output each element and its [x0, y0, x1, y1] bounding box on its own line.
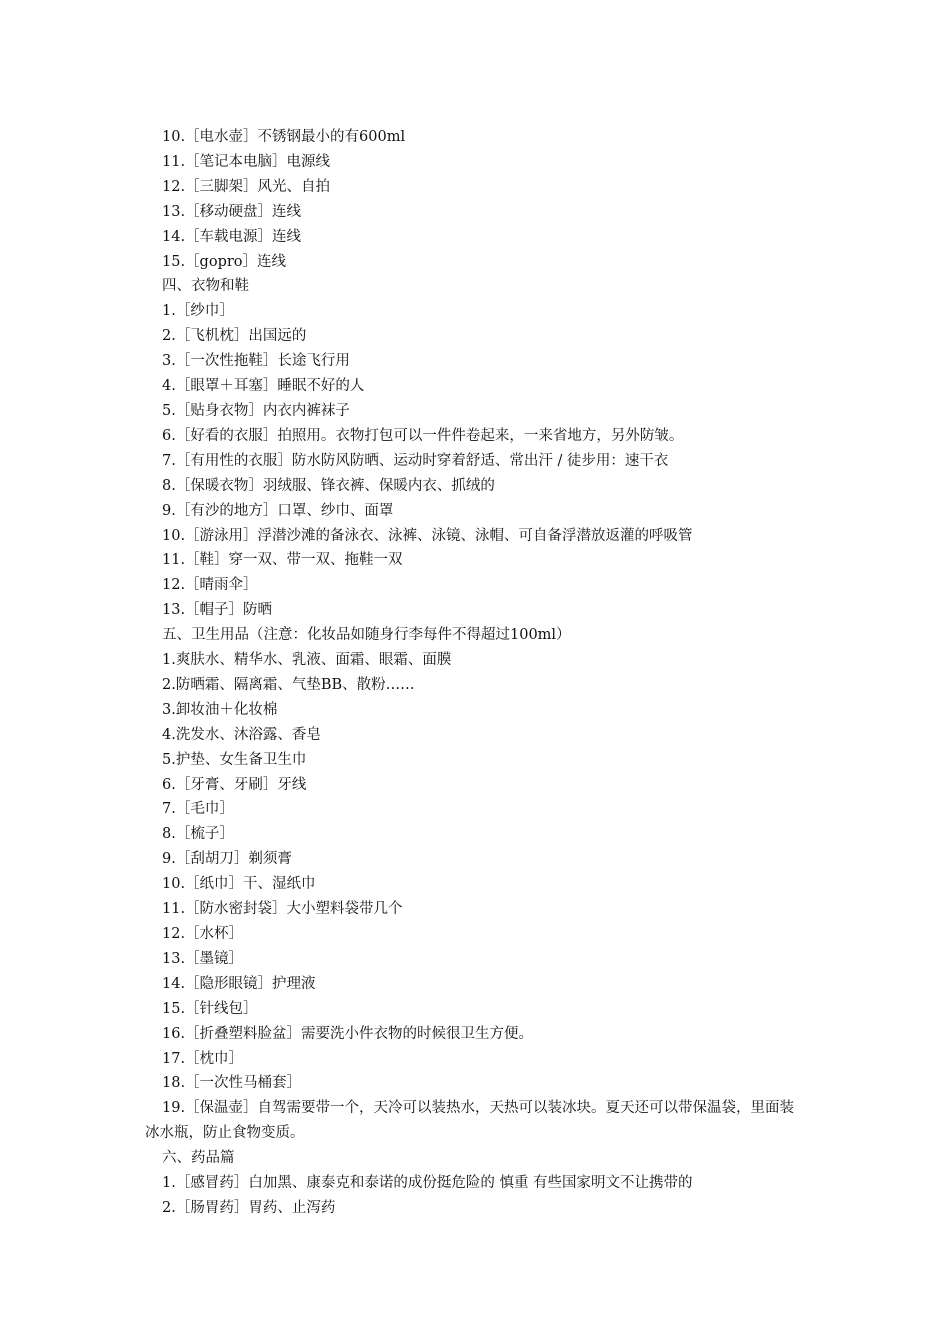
list-item: 9.［刮胡刀］剃须膏: [162, 851, 292, 868]
list-item: 3.［一次性拖鞋］长途飞行用: [162, 353, 350, 370]
list-item: 4.洗发水、沐浴露、香皂: [162, 726, 321, 743]
section-heading: 四、衣物和鞋: [162, 278, 249, 295]
list-item: 2.［飞机枕］出国远的: [162, 328, 307, 345]
list-item: 15.［gopro］连线: [162, 253, 287, 270]
list-item: 19.［保温壶］自驾需要带一个，天冷可以装热水，天热可以装冰块。夏天还可以带保温袋，里面装冰水瓶，防止食物变质。: [145, 1100, 795, 1142]
list-item: 1.爽肤水、精华水、乳液、面霜、眼霜、面膜: [162, 652, 452, 669]
list-item: 5.［贴身衣物］内衣内裤袜子: [162, 402, 350, 419]
list-item: 10.［纸巾］干、湿纸巾: [162, 876, 316, 893]
list-item: 2.防晒霜、隔离霜、气垫BB、散粉……: [162, 676, 415, 693]
section-heading: 六、药品篇: [162, 1150, 235, 1167]
list-item: 11.［鞋］穿一双、带一双、拖鞋一双: [162, 552, 403, 569]
list-item: 3.卸妆油＋化妆棉: [162, 701, 278, 718]
list-item: 1.［感冒药］白加黑、康泰克和泰诺的成份挺危险的 慎重 有些国家明文不让携带的: [162, 1175, 693, 1192]
list-item: 17.［枕巾］: [162, 1050, 244, 1067]
list-item: 14.［车载电源］连线: [162, 228, 302, 245]
list-item: 13.［移动硬盘］连线: [162, 203, 302, 220]
list-item: 11.［防水密封袋］大小塑料袋带几个: [162, 901, 403, 918]
list-item: 1.［纱巾］: [162, 303, 234, 320]
list-item: 15.［针线包］: [162, 1000, 258, 1017]
list-item: 6.［牙膏、牙刷］牙线: [162, 776, 307, 793]
list-item: 12.［三脚架］风光、自拍: [162, 178, 331, 195]
list-item: 6.［好看的衣服］拍照用。衣物打包可以一件件卷起来，一来省地方，另外防皱。: [162, 427, 684, 444]
list-item: 16.［折叠塑料脸盆］需要洗小件衣物的时候很卫生方便。: [162, 1025, 534, 1042]
list-item: 13.［墨镜］: [162, 950, 244, 967]
list-item: 8.［保暖衣物］羽绒服、锋衣裤、保暖内衣、抓绒的: [162, 477, 495, 494]
list-item: 12.［水杯］: [162, 926, 244, 942]
list-item: 13.［帽子］防晒: [162, 602, 273, 619]
list-item: 4.［眼罩＋耳塞］睡眠不好的人: [162, 378, 365, 395]
list-item: 14.［隐形眼镜］护理液: [162, 975, 316, 992]
document-body: [145, 125, 805, 1221]
list-item: 12.［晴雨伞］: [162, 577, 258, 594]
list-item: 18.［一次性马桶套］: [162, 1075, 302, 1092]
list-item: 7.［毛巾］: [162, 801, 234, 818]
list-item: 9.［有沙的地方］口罩、纱巾、面罩: [162, 502, 394, 519]
list-item: 7.［有用性的衣服］防水防风防晒、运动时穿着舒适、常出汗 / 徒步用：速干衣: [162, 452, 669, 469]
list-item: 2.［肠胃药］胃药、止泻药: [162, 1199, 336, 1216]
list-item: 10.［电水壶］不锈钢最小的有600ml: [162, 129, 406, 145]
list-item: 11.［笔记本电脑］电源线: [162, 153, 331, 170]
list-item: 8.［梳子］: [162, 826, 234, 843]
section-heading: 五、卫生用品（注意：化妆品如随身行李每件不得超过100ml）: [162, 627, 571, 644]
list-item: 5.护垫、女生备卫生巾: [162, 751, 307, 768]
list-item: 10.［游泳用］浮潜沙滩的备泳衣、泳裤、泳镜、泳帽、可自备浮潜放返灌的呼吸管: [162, 527, 693, 544]
